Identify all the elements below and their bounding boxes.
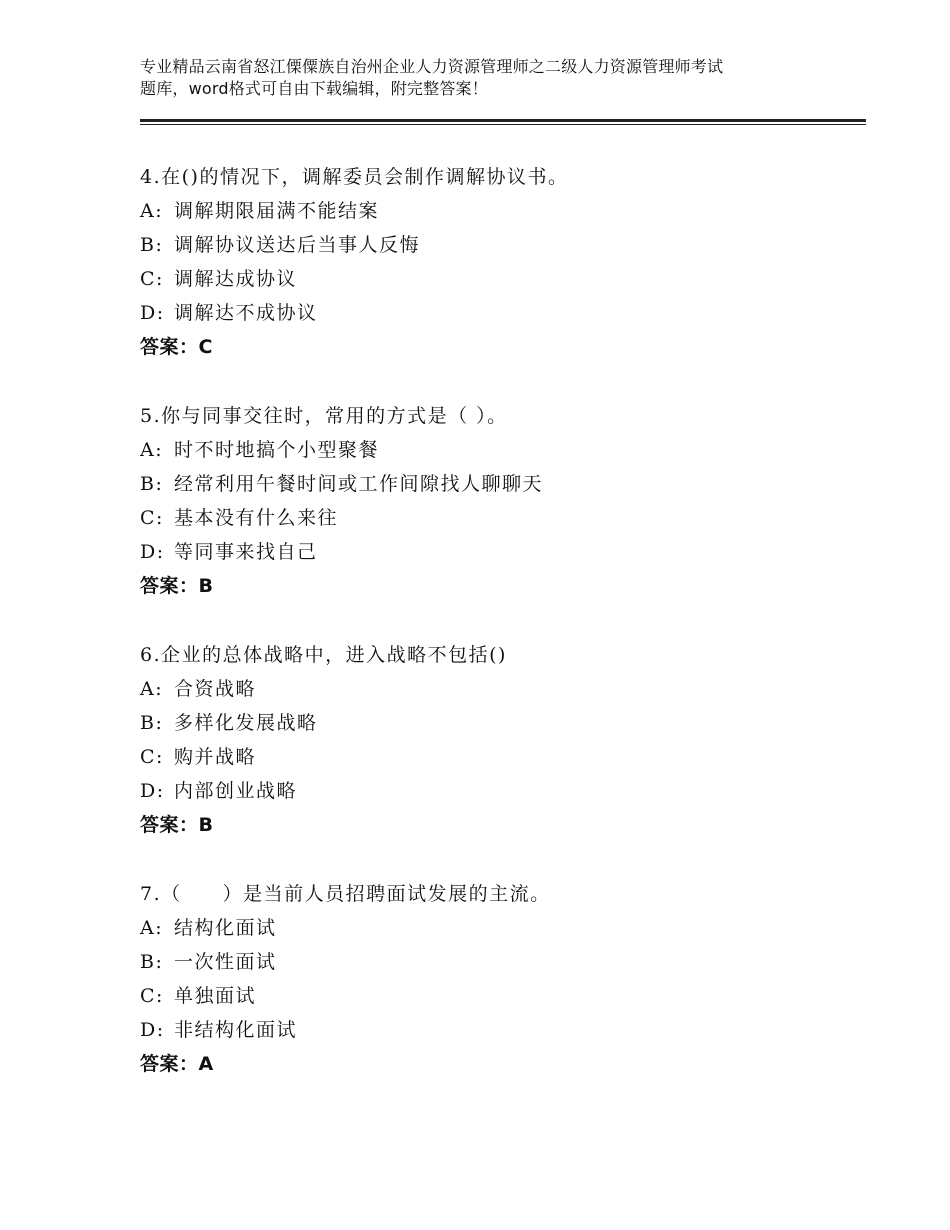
option-d: [140, 296, 860, 330]
question-stem: 4.在()的情况下，调解委员会制作调解协议书。: [140, 166, 569, 188]
option-letter: C:: [140, 985, 164, 1007]
header-title-line-1: 专业精品云南省怒江傈僳族自治州企业人力资源管理师之二级人力资源管理师考试: [140, 57, 724, 76]
option-letter: A:: [140, 439, 164, 461]
answer-line: 答案：B: [140, 814, 214, 836]
option-text: 多样化发展战略: [174, 712, 318, 734]
option-letter: A:: [140, 678, 164, 700]
option-text: 一次性面试: [174, 951, 277, 973]
option-text: 合资战略: [174, 678, 257, 700]
document-header: [140, 56, 840, 100]
option-text: 内部创业战略: [174, 780, 298, 802]
option-c: [140, 262, 860, 296]
option-text: 非结构化面试: [174, 1019, 298, 1041]
option-d: [140, 535, 860, 569]
option-text: 时不时地搞个小型聚餐: [174, 439, 380, 461]
option-c: [140, 979, 860, 1013]
option-text: 购并战略: [174, 746, 257, 768]
option-a: [140, 433, 860, 467]
option-text: 等同事来找自己: [174, 541, 318, 563]
question-block: [140, 399, 860, 603]
option-c: [140, 740, 860, 774]
option-text: 结构化面试: [174, 917, 277, 939]
answer-line: 答案：C: [140, 336, 213, 358]
option-b: [140, 945, 860, 979]
option-text: 调解协议送达后当事人反悔: [174, 234, 421, 256]
option-letter: C:: [140, 507, 164, 529]
option-text: 调解达成协议: [174, 268, 298, 290]
option-letter: A:: [140, 200, 164, 222]
option-letter: B:: [140, 951, 164, 973]
option-text: 调解期限届满不能结案: [174, 200, 380, 222]
option-c: [140, 501, 860, 535]
question-stem: 6.企业的总体战略中，进入战略不包括(): [140, 644, 507, 666]
header-title-line-2: 题库，word格式可自由下载编辑，附完整答案！: [140, 79, 488, 98]
option-b: [140, 467, 860, 501]
question-block: [140, 638, 860, 842]
option-d: [140, 774, 860, 808]
answer-line: 答案：A: [140, 1053, 214, 1075]
option-letter: D:: [140, 302, 165, 324]
option-d: [140, 1013, 860, 1047]
option-text: 基本没有什么来往: [174, 507, 339, 529]
header-divider-thick: [140, 119, 866, 122]
question-stem: 7.（ ）是当前人员招聘面试发展的主流。: [140, 883, 551, 905]
option-letter: D:: [140, 541, 165, 563]
question-stem: 5.你与同事交往时，常用的方式是（ ）。: [140, 405, 508, 427]
header-divider-thin: [140, 124, 866, 125]
option-letter: C:: [140, 746, 164, 768]
option-letter: B:: [140, 473, 164, 495]
option-text: 单独面试: [174, 985, 257, 1007]
option-a: [140, 672, 860, 706]
question-block: [140, 160, 860, 364]
option-letter: D:: [140, 780, 165, 802]
option-letter: B:: [140, 712, 164, 734]
answer-line: 答案：B: [140, 575, 214, 597]
option-a: [140, 911, 860, 945]
option-text: 经常利用午餐时间或工作间隙找人聊聊天: [174, 473, 544, 495]
option-letter: D:: [140, 1019, 165, 1041]
option-a: [140, 194, 860, 228]
option-letter: C:: [140, 268, 164, 290]
option-text: 调解达不成协议: [174, 302, 318, 324]
option-b: [140, 706, 860, 740]
question-block: [140, 877, 860, 1081]
option-b: [140, 228, 860, 262]
option-letter: A:: [140, 917, 164, 939]
option-letter: B:: [140, 234, 164, 256]
